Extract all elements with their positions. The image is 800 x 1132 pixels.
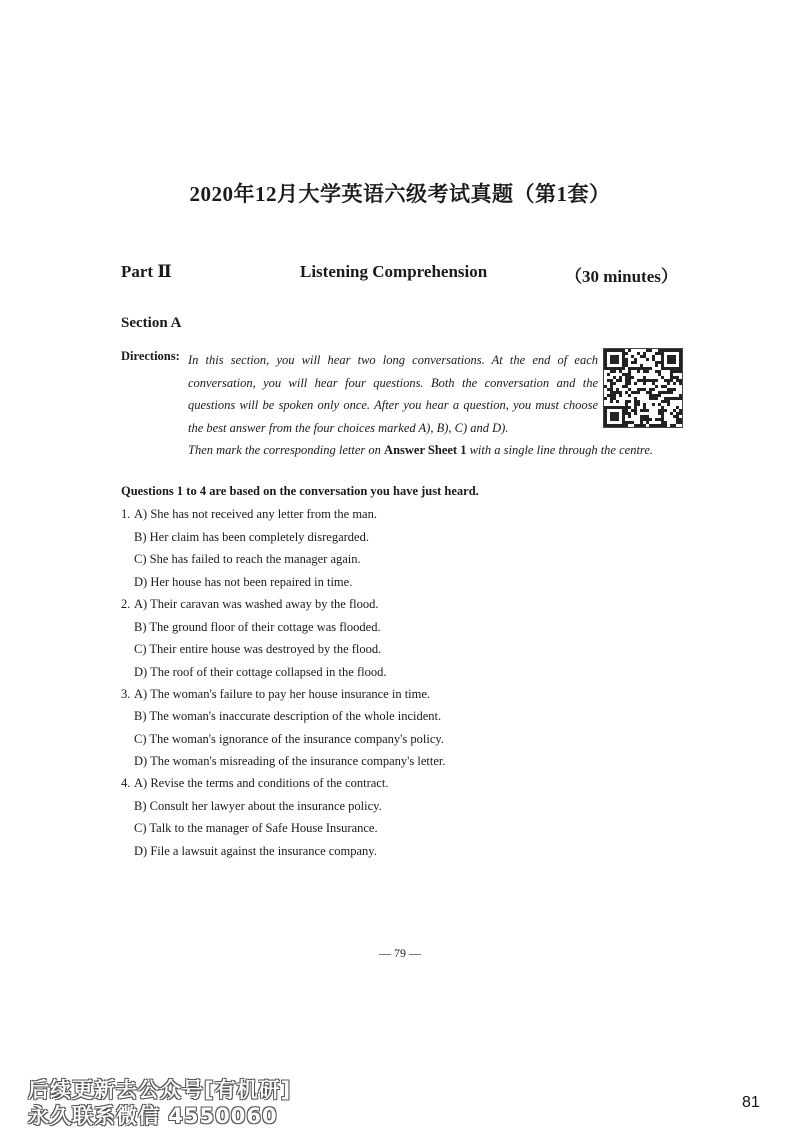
option-1c: C) She has failed to reach the manager again. [134,552,361,566]
part-label: Part Ⅱ [121,262,172,281]
qr-code-icon [603,348,683,428]
section-heading: Section A [121,315,182,331]
option-1d: D) Her house has not been repaired in time. [134,575,353,589]
option-1b: B) Her claim has been completely disregarded. [134,530,369,544]
part-name: Listening Comprehension [300,262,488,281]
option-3a: A) The woman's failure to pay her house insurance in time. [134,687,431,701]
question-number: 2. [121,597,131,611]
corner-page-number: 81 [742,1094,760,1111]
questions-heading: Questions 1 to 4 are based on the conversation you have just heard. [121,484,479,498]
option-3d: D) The woman's misreading of the insurance company's letter. [134,754,446,768]
option-4a: A) Revise the terms and conditions of the contract. [134,776,389,790]
option-1a: A) She has not received any letter from the man. [134,507,377,521]
option-4c: C) Talk to the manager of Safe House Insurance. [134,821,378,835]
directions-label: Directions: [121,349,180,363]
question-number: 4. [121,776,131,790]
option-4d: D) File a lawsuit against the insurance company. [134,844,377,858]
option-2d: D) The roof of their cottage collapsed in the flood. [134,665,387,679]
page-number: — 79 — [379,946,421,960]
watermark-line-1: 后续更新去公众号[有机研] [28,1078,292,1102]
option-3c: C) The woman's ignorance of the insurance company's policy. [134,732,444,746]
directions-last-end: with a single line through the centre. [466,443,654,457]
question-number: 3. [121,687,131,701]
option-4b: B) Consult her lawyer about the insurance policy. [134,799,382,813]
part-time: （30 minutes） [565,267,678,286]
page-title: 2020年12月大学英语六级考试真题（第1套） [189,182,611,206]
watermark-line-2: 永久联系微信 4550060 [28,1104,278,1128]
question-number: 1. [121,507,131,521]
directions-text: In this section, you will hear two long conversations. At the end of each conversation, you will hear four questions. Both the conversation and the questions will be spoken only once. After you hear a question, you must choose the best answer from the four choices marked A), B), C) and D). [188,353,598,435]
option-3b: B) The woman's inaccurate description of the whole incident. [134,709,442,723]
option-2b: B) The ground floor of their cottage was flooded. [134,620,381,634]
option-2a: A) Their caravan was washed away by the flood. [134,597,379,611]
directions-last-start: Then mark the corresponding letter on [188,443,385,457]
qr-code-graphic [604,349,682,427]
option-2c: C) Their entire house was destroyed by the flood. [134,642,382,656]
answer-sheet-label: Answer Sheet 1 [384,443,467,457]
directions-last-line [188,439,653,462]
